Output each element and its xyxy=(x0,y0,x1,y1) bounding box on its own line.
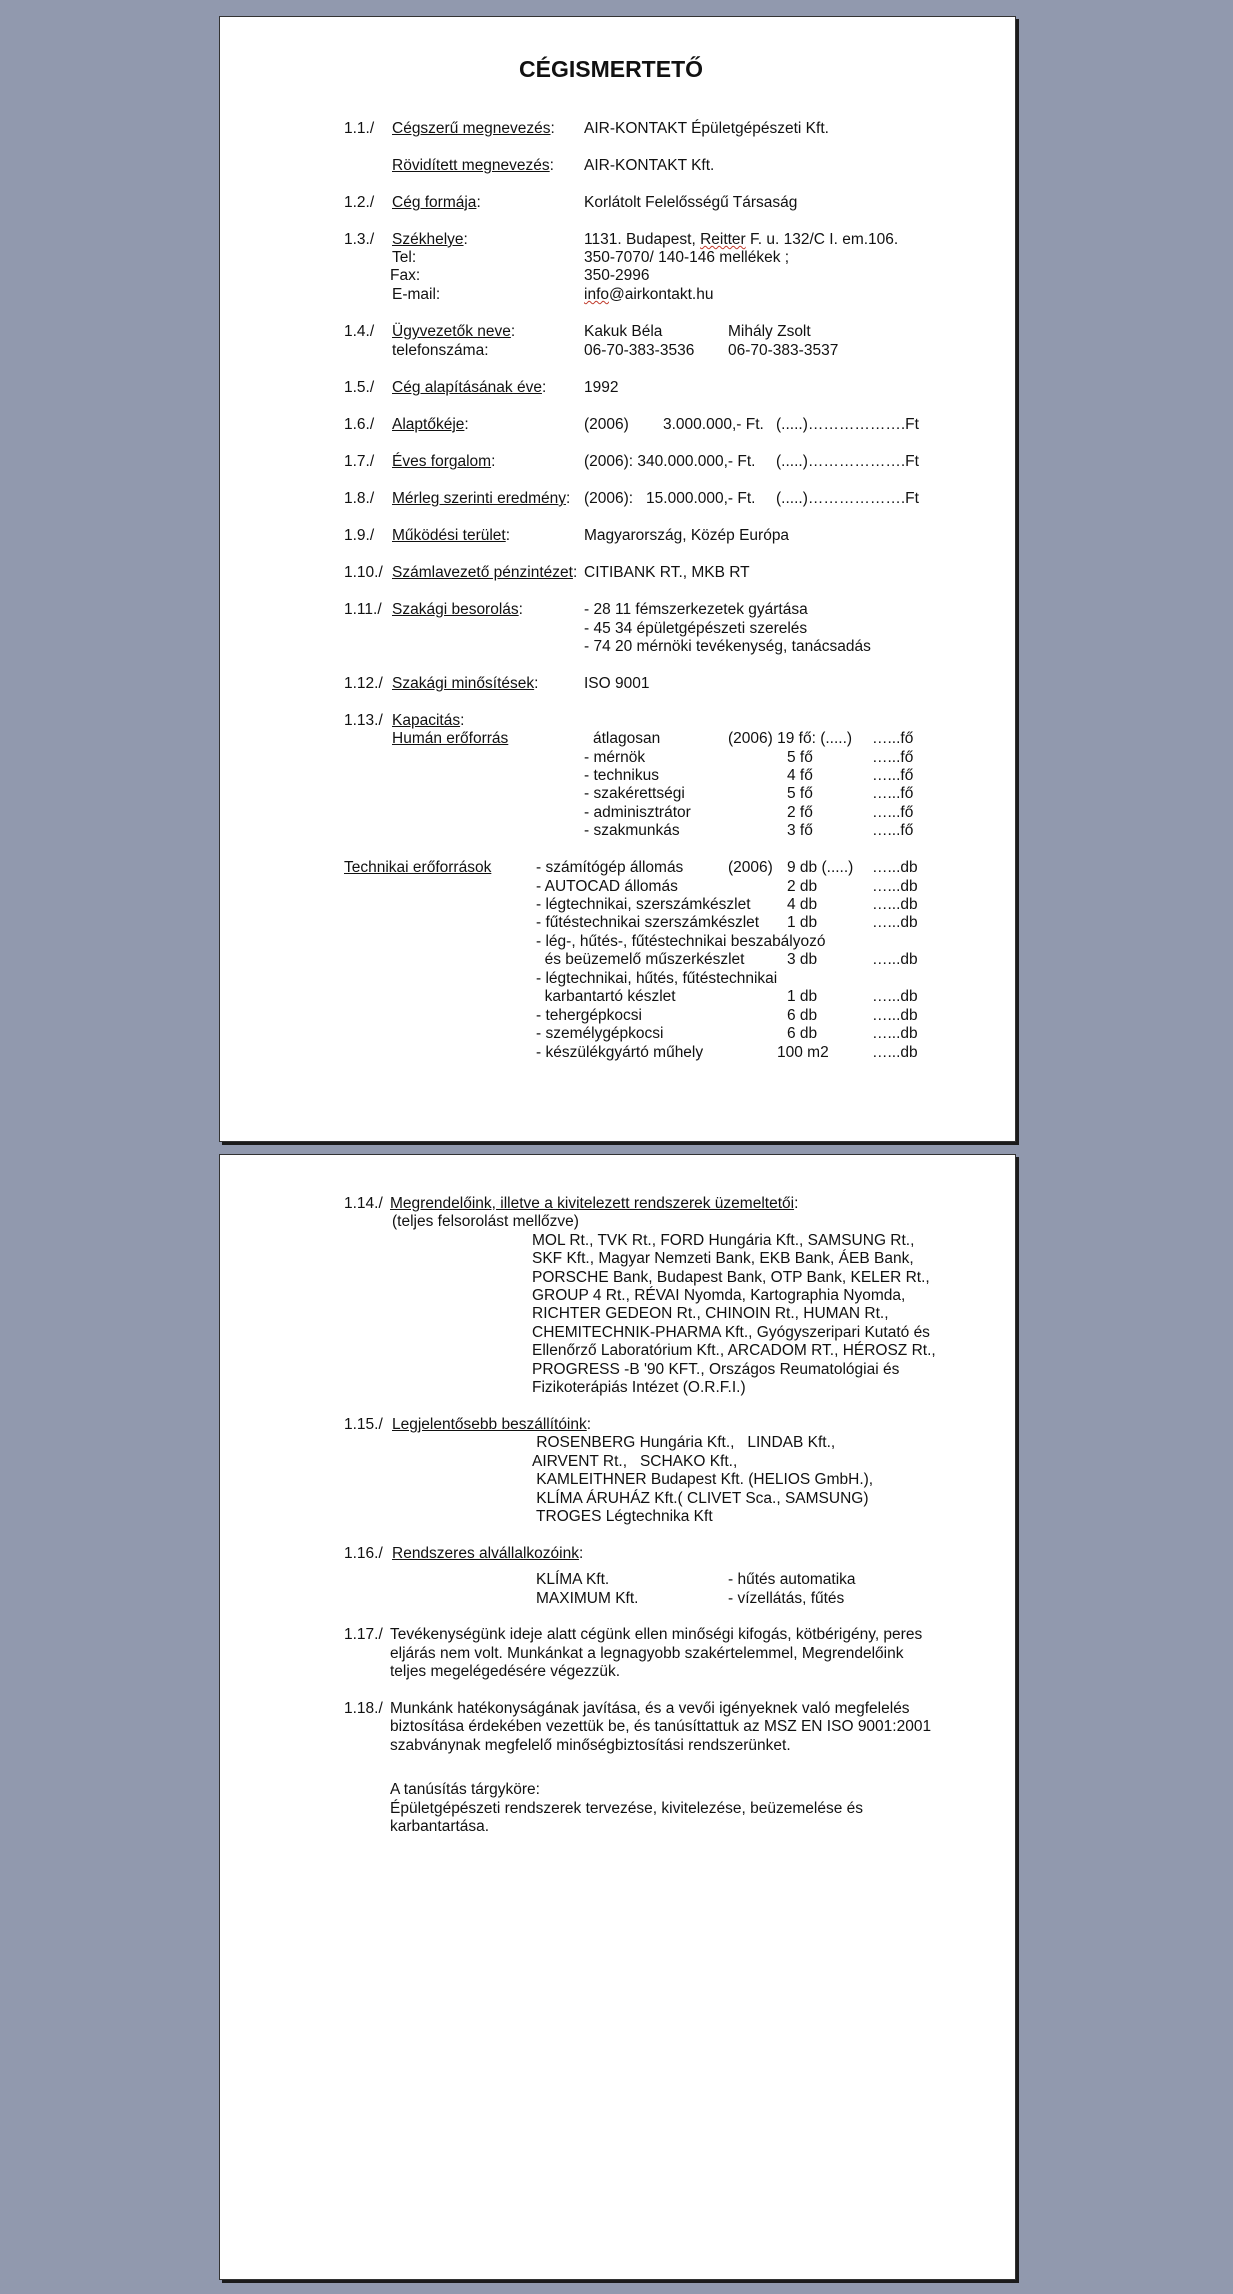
equipment-count: 6 db xyxy=(787,1007,818,1024)
certification-scope-line: karbantartása. xyxy=(390,1818,490,1835)
field-label: Mérleg szerinti eredmény: xyxy=(392,490,571,507)
client-line: GROUP 4 Rt., RÉVAI Nyomda, Kartographia Nyomda, xyxy=(532,1287,906,1304)
client-line: MOL Rt., TVK Rt., FORD Hungária Kft., SAMSUNG Rt., xyxy=(532,1232,915,1249)
field-label: Ügyvezetők neve: xyxy=(392,323,516,340)
field-label: Cég alapításának éve: xyxy=(392,379,547,396)
field-label: Szakági minősítések: xyxy=(392,675,539,692)
paragraph-line: biztosítása érdekében vezettük be, és tanúsíttattuk az MSZ EN ISO 9001:2001 xyxy=(390,1718,932,1735)
section-number: 1.15./ xyxy=(344,1416,383,1433)
equipment-count: 6 db xyxy=(787,1025,818,1042)
staff-blank: …...fő xyxy=(872,749,914,766)
field-label: Rövidített megnevezés: xyxy=(392,157,554,174)
equipment-blank: …...db xyxy=(872,878,918,895)
field-label: Kapacitás: xyxy=(392,712,465,729)
field-label: Cégszerű megnevezés: xyxy=(392,120,555,137)
field-label: Éves forgalom: xyxy=(392,453,496,470)
client-line: PORSCHE Bank, Budapest Bank, OTP Bank, KELER Rt., xyxy=(532,1269,930,1286)
section-number: 1.6./ xyxy=(344,416,375,433)
staff-role: - szakérettségi xyxy=(584,785,685,802)
section-number: 1.13./ xyxy=(344,712,383,729)
staff-count: 5 fő xyxy=(787,749,813,766)
client-line: Ellenőrző Laboratórium Kft., ARCADOM RT., HÉROSZ Rt., xyxy=(532,1342,936,1359)
classification-item: - 74 20 mérnöki tevékenység, tanácsadás xyxy=(584,638,871,655)
field-value: CITIBANK RT., MKB RT xyxy=(584,564,750,581)
paragraph-line: eljárás nem volt. Munkánkat a legnagyobb szakértelemmel, Megrendelőink xyxy=(390,1645,904,1662)
staff-role: - szakmunkás xyxy=(584,822,680,839)
field-value: 1992 xyxy=(584,379,619,396)
equipment-name-cont: és beüzemelő műszerkészlet xyxy=(536,951,745,968)
equipment-count: 3 db xyxy=(787,951,818,968)
turnover-blank: (.....)……………….Ft xyxy=(776,453,919,470)
staff-role: - technikus xyxy=(584,767,659,784)
equipment-count: 100 m2 xyxy=(777,1044,829,1061)
supplier-line: KAMLEITHNER Budapest Kft. (HELIOS GmbH.), xyxy=(532,1471,874,1488)
section-number: 1.2./ xyxy=(344,194,375,211)
paragraph-line: szabványnak megfelelő minőségbiztosítási rendszerünket. xyxy=(390,1737,791,1754)
supplier-line: ROSENBERG Hungária Kft., LINDAB Kft., xyxy=(532,1434,836,1451)
equipment-name: - számítógép állomás xyxy=(536,859,684,876)
section-number: 1.3./ xyxy=(344,231,375,248)
capital-blank: (.....)……………….Ft xyxy=(776,416,919,433)
turnover-amount: (2006): 340.000.000,- Ft. xyxy=(584,453,756,470)
staff-blank: …...fő xyxy=(872,785,914,802)
paragraph-line: teljes megelégedésére végezzük. xyxy=(390,1663,621,1680)
page-title: CÉGISMERTETŐ xyxy=(519,56,704,82)
fax-label: Fax: xyxy=(390,267,421,284)
equipment-blank: …...db xyxy=(872,1007,918,1024)
manager-phone-1: 06-70-383-3536 xyxy=(584,342,695,359)
staff-average-label: átlagosan xyxy=(593,730,661,747)
section-number: 1.14./ xyxy=(344,1195,383,1212)
field-label: Cég formája: xyxy=(392,194,481,211)
staff-count: 4 fő xyxy=(787,767,813,784)
subcontractor-name: MAXIMUM Kft. xyxy=(536,1590,639,1607)
equipment-year: (2006) xyxy=(728,859,773,876)
classification-item: - 45 34 épületgépészeti szerelés xyxy=(584,620,808,637)
field-note: (teljes felsorolást mellőzve) xyxy=(392,1213,579,1230)
field-label: Alaptőkéje: xyxy=(392,416,469,433)
tel-label: Tel: xyxy=(392,249,417,266)
client-line: SKF Kft., Magyar Nemzeti Bank, EKB Bank, ÁEB Bank, xyxy=(532,1250,914,1267)
supplier-line: AIRVENT Rt., SCHAKO Kft., xyxy=(532,1453,738,1470)
equipment-name-cont: karbantartó készlet xyxy=(536,988,676,1005)
equipment-name: - légtechnikai, szerszámkészlet xyxy=(536,896,751,913)
result-amount: (2006): 15.000.000,- Ft. xyxy=(584,490,756,507)
section-number: 1.7./ xyxy=(344,453,375,470)
equipment-blank: …...db xyxy=(872,988,918,1005)
equipment-blank: …...db xyxy=(872,951,918,968)
equipment-count: 4 db xyxy=(787,896,818,913)
field-value: Korlátolt Felelősségű Társaság xyxy=(584,194,798,211)
certification-scope-title: A tanúsítás tárgyköre: xyxy=(390,1781,540,1798)
equipment-count: 2 db xyxy=(787,878,818,895)
equipment-name: - lég-, hűtés-, fűtéstechnikai beszabályozó xyxy=(536,933,826,950)
field-label: Szakági besorolás: xyxy=(392,601,523,618)
staff-count: 2 fő xyxy=(787,804,813,821)
staff-blank: …...fő xyxy=(872,822,914,839)
supplier-line: TROGES Légtechnika Kft xyxy=(532,1508,713,1525)
technical-resources-label: Technikai erőforrások xyxy=(344,859,492,876)
staff-role: - mérnök xyxy=(584,749,646,766)
equipment-blank: …...db xyxy=(872,896,918,913)
equipment-name: - személygépkocsi xyxy=(536,1025,664,1042)
section-number: 1.10./ xyxy=(344,564,383,581)
client-line: CHEMITECHNIK-PHARMA Kft., Gyógyszeripari Kutató és xyxy=(532,1324,930,1341)
manager-name-1: Kakuk Béla xyxy=(584,323,663,340)
capital-year: (2006) xyxy=(584,416,629,433)
client-line: Fizikoterápiás Intézet (O.R.F.I.) xyxy=(532,1379,746,1396)
document-page-2 xyxy=(219,1154,1016,2280)
paragraph-line: Tevékenységünk ideje alatt cégünk ellen minőségi kifogás, kötbérigény, peres xyxy=(390,1626,923,1643)
field-label: Működési terület: xyxy=(392,527,511,544)
supplier-line: KLÍMA ÁRUHÁZ Kft.( CLIVET Sca., SAMSUNG) xyxy=(532,1490,869,1507)
manager-name-2: Mihály Zsolt xyxy=(728,323,811,340)
subcontractor-scope: - vízellátás, fűtés xyxy=(728,1590,845,1607)
field-label: Megrendelőink, illetve a kivitelezett rendszerek üzemeltetői: xyxy=(390,1195,799,1212)
equipment-count: 1 db xyxy=(787,914,818,931)
email-label: E-mail: xyxy=(392,286,441,303)
section-number: 1.4./ xyxy=(344,323,375,340)
certification-scope-line: Épületgépészeti rendszerek tervezése, kivitelezése, beüzemelése és xyxy=(390,1800,864,1817)
human-resources-label: Humán erőforrás xyxy=(392,730,509,747)
field-label: Székhelye: xyxy=(392,231,468,248)
manager-phone-2: 06-70-383-3537 xyxy=(728,342,839,359)
result-blank: (.....)……………….Ft xyxy=(776,490,919,507)
equipment-name: - fűtéstechnikai szerszámkészlet xyxy=(536,914,760,931)
staff-average-value: (2006) 19 fő: (.....) xyxy=(728,730,853,747)
classification-item: - 28 11 fémszerkezetek gyártása xyxy=(584,601,808,618)
equipment-count: 9 db (.....) xyxy=(787,859,854,876)
staff-blank: …...fő xyxy=(872,767,914,784)
section-number: 1.18./ xyxy=(344,1700,383,1717)
section-number: 1.9./ xyxy=(344,527,375,544)
staff-blank: …...fő xyxy=(872,804,914,821)
section-number: 1.11./ xyxy=(344,601,382,618)
fax-value: 350-2996 xyxy=(584,267,650,284)
equipment-count: 1 db xyxy=(787,988,818,1005)
client-line: PROGRESS -B '90 KFT., Országos Reumatológiai és xyxy=(532,1361,900,1378)
section-number: 1.8./ xyxy=(344,490,375,507)
tel-value: 350-7070/ 140-146 mellékek ; xyxy=(584,249,790,266)
subcontractor-scope: - hűtés automatika xyxy=(728,1571,856,1588)
field-label: Számlavezető pénzintézet: xyxy=(392,564,578,581)
equipment-name: - AUTOCAD állomás xyxy=(536,878,678,895)
phone-label: telefonszáma: xyxy=(392,342,489,359)
document-page-1 xyxy=(219,16,1016,1142)
equipment-blank: …...db xyxy=(872,914,918,931)
email-value[interactable]: info@airkontakt.hu xyxy=(584,286,714,303)
field-value: AIR-KONTAKT Kft. xyxy=(584,157,715,174)
paragraph-line: Munkánk hatékonyságának javítása, és a vevői igényeknek való megfelelés xyxy=(390,1700,910,1717)
field-value: AIR-KONTAKT Épületgépészeti Kft. xyxy=(584,120,829,137)
staff-count: 5 fő xyxy=(787,785,813,802)
equipment-blank: …...db xyxy=(872,859,918,876)
address-value: 1131. Budapest, Reitter F. u. 132/C I. em.106. xyxy=(584,231,899,248)
section-number: 1.17./ xyxy=(344,1626,383,1643)
staff-role: - adminisztrátor xyxy=(584,804,691,821)
equipment-name: - tehergépkocsi xyxy=(536,1007,642,1024)
section-number: 1.5./ xyxy=(344,379,375,396)
equipment-blank: …...db xyxy=(872,1044,918,1061)
equipment-blank: …...db xyxy=(872,1025,918,1042)
client-line: RICHTER GEDEON Rt., CHINOIN Rt., HUMAN Rt., xyxy=(532,1305,889,1322)
section-number: 1.1./ xyxy=(344,120,375,137)
field-label: Legjelentősebb beszállítóink: xyxy=(392,1416,592,1433)
equipment-name: - készülékgyártó műhely xyxy=(536,1044,704,1061)
section-number: 1.12./ xyxy=(344,675,383,692)
staff-average-blank: …...fő xyxy=(872,730,914,747)
equipment-name: - légtechnikai, hűtés, fűtéstechnikai xyxy=(536,970,778,987)
staff-count: 3 fő xyxy=(787,822,813,839)
subcontractor-name: KLÍMA Kft. xyxy=(536,1571,610,1588)
section-number: 1.16./ xyxy=(344,1545,383,1562)
field-value: ISO 9001 xyxy=(584,675,650,692)
capital-amount: 3.000.000,- Ft. xyxy=(663,416,764,433)
field-label: Rendszeres alvállalkozóink: xyxy=(392,1545,584,1562)
field-value: Magyarország, Közép Európa xyxy=(584,527,790,544)
